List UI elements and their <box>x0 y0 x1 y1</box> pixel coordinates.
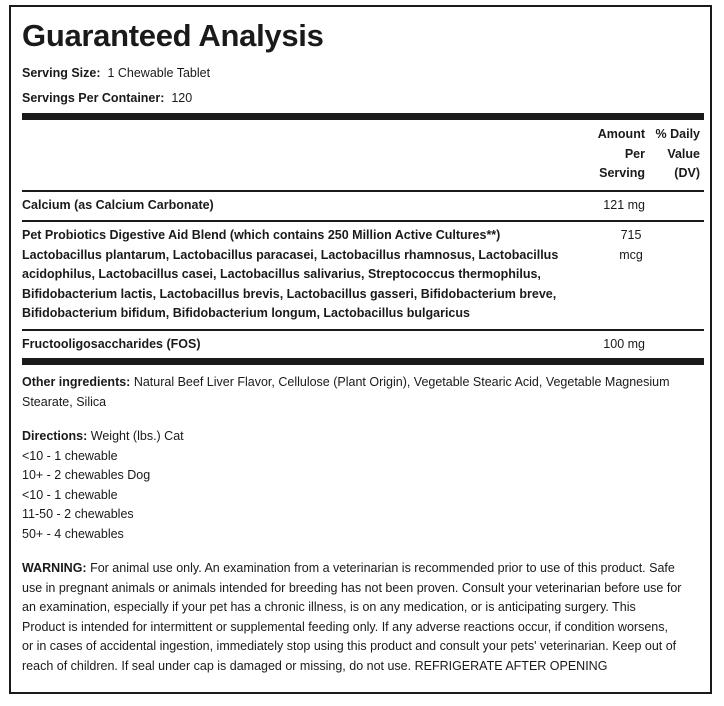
warning-line: use in pregnant animals or animals intended for breeding has not been proven. Consult your veterinarian before use for <box>22 580 682 595</box>
fos-name: Fructooligosaccharides (FOS) <box>22 337 201 351</box>
header-rule <box>22 190 704 192</box>
fos-amount: 100 mg <box>603 337 645 351</box>
probiotic-strain-line: acidophilus, Lactobacillus casei, Lactobacillus salivarius, Streptococcus thermophilus, <box>22 267 541 281</box>
probiotic-strain-line: Bifidobacterium bifidum, Bifidobacterium longum, Lactobacillus bulgaricus <box>22 306 470 320</box>
probiotic-amount: 715 mcg <box>619 228 643 262</box>
other-ingredients-text: Natural Beef Liver Flavor, Cellulose (Plant Origin), Vegetable Stearic Acid, Vegetable Magnesium <box>133 375 670 389</box>
directions-line: 50+ - 4 chewables <box>22 526 124 541</box>
probiotic-blend-name: Pet Probiotics Digestive Aid Blend (which contains 250 Million Active Cultures**) <box>22 228 501 242</box>
servings-per-container-value: 120 <box>171 91 193 105</box>
servings-per-container-label: Servings Per Container: <box>22 91 165 105</box>
warning <box>22 559 704 676</box>
directions-line: 10+ - 2 chewables Dog <box>22 468 151 482</box>
row-rule-2 <box>22 329 704 331</box>
probiotic-strain-line: Bifidobacterium lactis, Lactobacillus brevis, Lactobacillus gasseri, Bifidobacterium breve, <box>22 286 557 301</box>
warning-label: WARNING: <box>22 561 87 575</box>
directions-label: Directions: <box>22 429 88 443</box>
warning-line: reach of children. If seal under cap is damaged or missing, do not use. REFRIGERATE AFTER OPENING <box>22 658 608 673</box>
warning-line: Product is intended for intermittent or supplemental feeding only. If any adverse reactions occur, if condition worsens, <box>22 619 668 634</box>
warning-line: or in cases of accidental ingestion, immediately stop using this product and consult your pets' veterinarian. Keep out of <box>22 639 677 653</box>
warning-line: an examination, especially if your pet has a chronic illness, is on any medication, or is anticipating surgery. This <box>22 600 636 614</box>
servings-per-container-row <box>22 91 192 105</box>
bottom-thick-rule <box>22 358 704 365</box>
probiotic-strain-line: Lactobacillus plantarum, Lactobacillus paracasei, Lactobacillus rhamnosus, Lactobacillus <box>22 247 559 262</box>
calcium-amount: 121 mg <box>603 198 645 212</box>
serving-size-label: Serving Size: <box>22 66 101 80</box>
warning-text: For animal use only. An examination from a veterinarian is recommended prior to use of this product. Safe <box>90 561 675 575</box>
probiotic-blend <box>22 226 612 324</box>
directions-line: <10 - 1 chewable <box>22 487 118 502</box>
serving-size-row <box>22 66 210 80</box>
amount-per-serving-header: Amount Per Serving <box>597 127 645 180</box>
daily-value-header: % Daily Value (DV) <box>655 127 700 180</box>
directions-first-line: Weight (lbs.) Cat <box>90 429 184 443</box>
row-rule-1 <box>22 220 704 222</box>
top-thick-rule <box>22 113 704 120</box>
directions-line: 11-50 - 2 chewables <box>22 507 134 521</box>
directions <box>22 427 704 544</box>
calcium-name: Calcium (as Calcium Carbonate) <box>22 198 214 212</box>
guaranteed-analysis-panel <box>9 5 712 694</box>
serving-size-value: 1 Chewable Tablet <box>107 66 211 80</box>
panel-title: Guaranteed Analysis <box>22 18 324 53</box>
other-ingredients <box>22 373 704 412</box>
other-ingredients-text-cont: Stearate, Silica <box>22 394 107 409</box>
directions-line: <10 - 1 chewable <box>22 448 118 463</box>
other-ingredients-label: Other ingredients: <box>22 375 131 389</box>
